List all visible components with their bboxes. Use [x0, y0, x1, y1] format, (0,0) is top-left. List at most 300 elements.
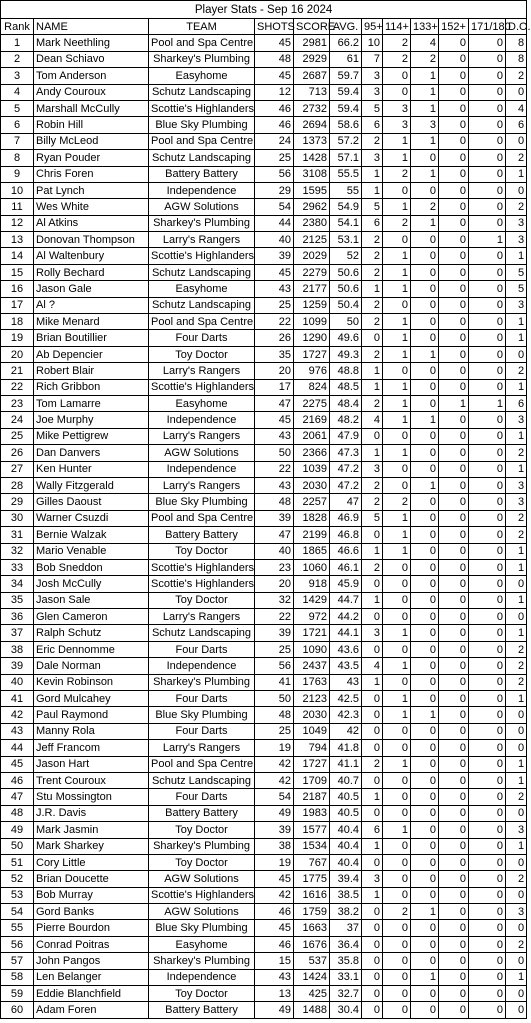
95plus-cell: 10 — [362, 35, 383, 51]
95plus-cell: 0 — [362, 691, 383, 707]
table-row — [1, 887, 527, 903]
114plus-cell: 0 — [383, 920, 411, 936]
table-row — [1, 756, 527, 772]
table-row — [1, 248, 527, 264]
score-cell: 537 — [294, 953, 330, 969]
133plus-cell: 0 — [411, 592, 439, 608]
team-cell: Sharkey's Plumbing — [149, 215, 255, 231]
score-cell: 2061 — [294, 428, 330, 444]
133plus-cell: 0 — [411, 576, 439, 592]
table-row — [1, 740, 527, 756]
do-cell: 2 — [506, 445, 527, 461]
133plus-cell: 0 — [411, 756, 439, 772]
171-180-cell: 0 — [469, 281, 506, 297]
table-row — [1, 707, 527, 723]
95plus-cell: 5 — [362, 510, 383, 526]
avg-cell: 49.6 — [330, 330, 362, 346]
114plus-cell: 0 — [383, 953, 411, 969]
name-cell: Robin Hill — [34, 117, 149, 133]
171-180-cell: 0 — [469, 920, 506, 936]
do-cell: 0 — [506, 805, 527, 821]
avg-cell: 57.2 — [330, 133, 362, 149]
title-row — [1, 1, 527, 19]
95plus-cell: 1 — [362, 789, 383, 805]
team-cell: Larry's Rangers — [149, 428, 255, 444]
171-180-cell: 0 — [469, 314, 506, 330]
score-cell: 2177 — [294, 281, 330, 297]
team-cell: Toy Doctor — [149, 822, 255, 838]
team-cell: Battery Battery — [149, 166, 255, 182]
171-180-cell: 0 — [469, 756, 506, 772]
score-cell: 1616 — [294, 887, 330, 903]
table-title: Player Stats - Sep 16 2024 — [1, 1, 527, 19]
114plus-cell: 1 — [383, 379, 411, 395]
133plus-cell: 0 — [411, 658, 439, 674]
171-180-cell: 0 — [469, 248, 506, 264]
do-cell: 1 — [506, 543, 527, 559]
95plus-cell: 1 — [362, 363, 383, 379]
avg-cell: 59.4 — [330, 100, 362, 116]
avg-cell: 58.6 — [330, 117, 362, 133]
team-cell: Blue Sky Plumbing — [149, 494, 255, 510]
114plus-cell: 0 — [383, 609, 411, 625]
avg-cell: 50.6 — [330, 264, 362, 280]
avg-cell: 46.1 — [330, 559, 362, 575]
152plus-cell: 0 — [439, 805, 469, 821]
95plus-cell: 0 — [362, 428, 383, 444]
name-cell: Ryan Pouder — [34, 150, 149, 166]
114plus-cell: 0 — [383, 936, 411, 952]
name-cell: Donovan Thompson — [34, 232, 149, 248]
name-cell: Jason Gale — [34, 281, 149, 297]
95plus-cell: 0 — [362, 576, 383, 592]
do-cell: 3 — [506, 904, 527, 920]
133plus-cell: 1 — [411, 68, 439, 84]
team-cell: Schutz Landscaping — [149, 625, 255, 641]
114plus-cell: 0 — [383, 477, 411, 493]
171-180-cell: 0 — [469, 297, 506, 313]
shots-cell: 19 — [255, 740, 294, 756]
do-cell: 6 — [506, 117, 527, 133]
rank-cell: 9 — [1, 166, 34, 182]
152plus-cell: 0 — [439, 936, 469, 952]
171-180-cell: 0 — [469, 35, 506, 51]
team-cell: Larry's Rangers — [149, 363, 255, 379]
rank-cell: 22 — [1, 379, 34, 395]
avg-cell: 37 — [330, 920, 362, 936]
do-cell: 1 — [506, 330, 527, 346]
team-cell: Four Darts — [149, 330, 255, 346]
133plus-cell: 1 — [411, 412, 439, 428]
avg-cell: 44.7 — [330, 592, 362, 608]
rank-cell: 24 — [1, 412, 34, 428]
table-row — [1, 674, 527, 690]
do-cell: 2 — [506, 936, 527, 952]
114plus-cell: 1 — [383, 822, 411, 838]
rank-cell: 50 — [1, 838, 34, 854]
team-cell: AGW Solutions — [149, 199, 255, 215]
do-cell: 2 — [506, 363, 527, 379]
do-cell: 1 — [506, 559, 527, 575]
133plus-cell: 0 — [411, 838, 439, 854]
133plus-cell: 3 — [411, 117, 439, 133]
score-cell: 767 — [294, 854, 330, 870]
152plus-cell: 0 — [439, 609, 469, 625]
rank-cell: 21 — [1, 363, 34, 379]
name-cell: Dale Norman — [34, 658, 149, 674]
avg-cell: 42.5 — [330, 691, 362, 707]
133plus-cell: 2 — [411, 51, 439, 67]
score-cell: 1424 — [294, 969, 330, 985]
shots-cell: 45 — [255, 68, 294, 84]
table-row — [1, 871, 527, 887]
avg-cell: 52 — [330, 248, 362, 264]
shots-cell: 20 — [255, 363, 294, 379]
114plus-cell: 2 — [383, 904, 411, 920]
do-cell: 0 — [506, 609, 527, 625]
name-cell: Dan Danvers — [34, 445, 149, 461]
name-cell: Mike Menard — [34, 314, 149, 330]
do-cell: 3 — [506, 297, 527, 313]
shots-cell: 45 — [255, 35, 294, 51]
171-180-cell: 0 — [469, 871, 506, 887]
score-cell: 713 — [294, 84, 330, 100]
score-cell: 2687 — [294, 68, 330, 84]
152plus-cell: 0 — [439, 871, 469, 887]
95plus-cell: 0 — [362, 723, 383, 739]
171-180-cell: 0 — [469, 215, 506, 231]
152plus-cell: 0 — [439, 477, 469, 493]
171-180-cell: 0 — [469, 363, 506, 379]
avg-cell: 55 — [330, 182, 362, 198]
avg-cell: 41.1 — [330, 756, 362, 772]
95plus-cell: 6 — [362, 822, 383, 838]
shots-cell: 45 — [255, 412, 294, 428]
score-cell: 1828 — [294, 510, 330, 526]
171-180-cell: 0 — [469, 641, 506, 657]
shots-cell: 46 — [255, 936, 294, 952]
95plus-cell: 0 — [362, 904, 383, 920]
shots-cell: 38 — [255, 838, 294, 854]
114plus-cell: 0 — [383, 297, 411, 313]
column-header-avg: AVG. — [330, 19, 362, 35]
shots-cell: 23 — [255, 559, 294, 575]
shots-cell: 47 — [255, 527, 294, 543]
95plus-cell: 1 — [362, 281, 383, 297]
table-row — [1, 822, 527, 838]
score-cell: 2732 — [294, 100, 330, 116]
do-cell: 1 — [506, 625, 527, 641]
table-row — [1, 232, 527, 248]
95plus-cell: 2 — [362, 559, 383, 575]
133plus-cell: 0 — [411, 854, 439, 870]
133plus-cell: 1 — [411, 477, 439, 493]
avg-cell: 44.1 — [330, 625, 362, 641]
114plus-cell: 0 — [383, 871, 411, 887]
114plus-cell: 0 — [383, 576, 411, 592]
do-cell: 0 — [506, 84, 527, 100]
avg-cell: 40.7 — [330, 772, 362, 788]
rank-cell: 54 — [1, 904, 34, 920]
table-row — [1, 100, 527, 116]
team-cell: Sharkey's Plumbing — [149, 953, 255, 969]
team-cell: Scottie's Highlanders — [149, 576, 255, 592]
table-row — [1, 117, 527, 133]
171-180-cell: 0 — [469, 445, 506, 461]
avg-cell: 46.9 — [330, 510, 362, 526]
95plus-cell: 0 — [362, 920, 383, 936]
do-cell: 0 — [506, 953, 527, 969]
152plus-cell: 0 — [439, 248, 469, 264]
table-body — [1, 35, 527, 1018]
do-cell: 0 — [506, 854, 527, 870]
score-cell: 1039 — [294, 461, 330, 477]
team-cell: Independence — [149, 412, 255, 428]
rank-cell: 26 — [1, 445, 34, 461]
score-cell: 1983 — [294, 805, 330, 821]
team-cell: AGW Solutions — [149, 445, 255, 461]
score-cell: 794 — [294, 740, 330, 756]
171-180-cell: 0 — [469, 559, 506, 575]
shots-cell: 25 — [255, 297, 294, 313]
114plus-cell: 0 — [383, 1002, 411, 1018]
team-cell: Pool and Spa Centre — [149, 133, 255, 149]
133plus-cell: 0 — [411, 543, 439, 559]
133plus-cell: 1 — [411, 969, 439, 985]
do-cell: 0 — [506, 707, 527, 723]
114plus-cell: 2 — [383, 35, 411, 51]
133plus-cell: 0 — [411, 691, 439, 707]
133plus-cell: 0 — [411, 822, 439, 838]
shots-cell: 43 — [255, 428, 294, 444]
shots-cell: 42 — [255, 772, 294, 788]
name-cell: Paul Raymond — [34, 707, 149, 723]
95plus-cell: 2 — [362, 232, 383, 248]
team-cell: Blue Sky Plumbing — [149, 920, 255, 936]
114plus-cell: 1 — [383, 281, 411, 297]
shots-cell: 15 — [255, 953, 294, 969]
team-cell: Independence — [149, 182, 255, 198]
score-cell: 1709 — [294, 772, 330, 788]
shots-cell: 50 — [255, 445, 294, 461]
table-row — [1, 445, 527, 461]
team-cell: Battery Battery — [149, 527, 255, 543]
shots-cell: 46 — [255, 117, 294, 133]
rank-cell: 13 — [1, 232, 34, 248]
team-cell: Toy Doctor — [149, 986, 255, 1002]
rank-cell: 12 — [1, 215, 34, 231]
team-cell: Schutz Landscaping — [149, 264, 255, 280]
table-row — [1, 576, 527, 592]
rank-cell: 29 — [1, 494, 34, 510]
rank-cell: 43 — [1, 723, 34, 739]
152plus-cell: 0 — [439, 363, 469, 379]
shots-cell: 22 — [255, 609, 294, 625]
95plus-cell: 0 — [362, 936, 383, 952]
114plus-cell: 0 — [383, 559, 411, 575]
95plus-cell: 0 — [362, 641, 383, 657]
rank-cell: 19 — [1, 330, 34, 346]
table-row — [1, 543, 527, 559]
score-cell: 425 — [294, 986, 330, 1002]
133plus-cell: 0 — [411, 232, 439, 248]
152plus-cell: 0 — [439, 691, 469, 707]
152plus-cell: 0 — [439, 756, 469, 772]
table-row — [1, 84, 527, 100]
171-180-cell: 0 — [469, 264, 506, 280]
column-header-133plus: 133+ — [411, 19, 439, 35]
171-180-cell: 0 — [469, 133, 506, 149]
team-cell: Toy Doctor — [149, 592, 255, 608]
171-180-cell: 0 — [469, 707, 506, 723]
column-header-95plus: 95+ — [362, 19, 383, 35]
133plus-cell: 0 — [411, 953, 439, 969]
team-cell: Scottie's Highlanders — [149, 887, 255, 903]
133plus-cell: 0 — [411, 248, 439, 264]
name-cell: J.R. Davis — [34, 805, 149, 821]
avg-cell: 40.4 — [330, 822, 362, 838]
team-cell: Easyhome — [149, 395, 255, 411]
do-cell: 2 — [506, 527, 527, 543]
name-cell: Kevin Robinson — [34, 674, 149, 690]
133plus-cell: 0 — [411, 723, 439, 739]
shots-cell: 43 — [255, 477, 294, 493]
shots-cell: 48 — [255, 494, 294, 510]
133plus-cell: 0 — [411, 1002, 439, 1018]
table-row — [1, 920, 527, 936]
do-cell: 0 — [506, 182, 527, 198]
score-cell: 2199 — [294, 527, 330, 543]
114plus-cell: 0 — [383, 592, 411, 608]
shots-cell: 54 — [255, 789, 294, 805]
shots-cell: 25 — [255, 641, 294, 657]
table-row — [1, 199, 527, 215]
95plus-cell: 0 — [362, 953, 383, 969]
152plus-cell: 0 — [439, 920, 469, 936]
95plus-cell: 0 — [362, 805, 383, 821]
name-cell: Mark Jasmin — [34, 822, 149, 838]
152plus-cell: 0 — [439, 674, 469, 690]
avg-cell: 38.5 — [330, 887, 362, 903]
avg-cell: 53.1 — [330, 232, 362, 248]
score-cell: 2257 — [294, 494, 330, 510]
score-cell: 1090 — [294, 641, 330, 657]
152plus-cell: 0 — [439, 789, 469, 805]
114plus-cell: 0 — [383, 182, 411, 198]
do-cell: 1 — [506, 379, 527, 395]
avg-cell: 30.4 — [330, 1002, 362, 1018]
171-180-cell: 0 — [469, 510, 506, 526]
rank-cell: 8 — [1, 150, 34, 166]
score-cell: 2029 — [294, 248, 330, 264]
152plus-cell: 0 — [439, 772, 469, 788]
score-cell: 2366 — [294, 445, 330, 461]
name-cell: Eddie Blanchfield — [34, 986, 149, 1002]
133plus-cell: 0 — [411, 789, 439, 805]
team-cell: Four Darts — [149, 723, 255, 739]
avg-cell: 36.4 — [330, 936, 362, 952]
171-180-cell: 0 — [469, 953, 506, 969]
avg-cell: 47.3 — [330, 445, 362, 461]
table-row — [1, 314, 527, 330]
171-180-cell: 0 — [469, 723, 506, 739]
171-180-cell: 0 — [469, 674, 506, 690]
shots-cell: 45 — [255, 871, 294, 887]
avg-cell: 48.2 — [330, 412, 362, 428]
team-cell: Toy Doctor — [149, 854, 255, 870]
rank-cell: 40 — [1, 674, 34, 690]
shots-cell: 45 — [255, 264, 294, 280]
table-row — [1, 1002, 527, 1018]
152plus-cell: 0 — [439, 232, 469, 248]
114plus-cell: 1 — [383, 707, 411, 723]
95plus-cell: 1 — [362, 166, 383, 182]
table-row — [1, 281, 527, 297]
avg-cell: 38.2 — [330, 904, 362, 920]
95plus-cell: 3 — [362, 871, 383, 887]
shots-cell: 32 — [255, 592, 294, 608]
avg-cell: 33.1 — [330, 969, 362, 985]
shots-cell: 45 — [255, 920, 294, 936]
95plus-cell: 3 — [362, 84, 383, 100]
95plus-cell: 2 — [362, 133, 383, 149]
table-row — [1, 379, 527, 395]
shots-cell: 49 — [255, 1002, 294, 1018]
do-cell: 0 — [506, 740, 527, 756]
do-cell: 1 — [506, 592, 527, 608]
do-cell: 1 — [506, 756, 527, 772]
152plus-cell: 1 — [439, 395, 469, 411]
95plus-cell: 2 — [362, 297, 383, 313]
rank-cell: 52 — [1, 871, 34, 887]
rank-cell: 10 — [1, 182, 34, 198]
114plus-cell: 0 — [383, 772, 411, 788]
171-180-cell: 0 — [469, 576, 506, 592]
114plus-cell: 3 — [383, 117, 411, 133]
114plus-cell: 0 — [383, 363, 411, 379]
name-cell: Eric Dennomme — [34, 641, 149, 657]
name-cell: Robert Blair — [34, 363, 149, 379]
table-row — [1, 297, 527, 313]
152plus-cell: 0 — [439, 592, 469, 608]
table-row — [1, 854, 527, 870]
114plus-cell: 1 — [383, 527, 411, 543]
114plus-cell: 0 — [383, 641, 411, 657]
avg-cell: 50.6 — [330, 281, 362, 297]
score-cell: 1721 — [294, 625, 330, 641]
152plus-cell: 0 — [439, 461, 469, 477]
133plus-cell: 0 — [411, 379, 439, 395]
do-cell: 1 — [506, 969, 527, 985]
score-cell: 1775 — [294, 871, 330, 887]
114plus-cell: 1 — [383, 543, 411, 559]
team-cell: Blue Sky Plumbing — [149, 117, 255, 133]
do-cell: 2 — [506, 871, 527, 887]
171-180-cell: 0 — [469, 494, 506, 510]
avg-cell: 39.4 — [330, 871, 362, 887]
avg-cell: 48.4 — [330, 395, 362, 411]
rank-cell: 4 — [1, 84, 34, 100]
shots-cell: 48 — [255, 707, 294, 723]
name-cell: Josh McCully — [34, 576, 149, 592]
avg-cell: 48.8 — [330, 363, 362, 379]
171-180-cell: 0 — [469, 691, 506, 707]
171-180-cell: 0 — [469, 904, 506, 920]
do-cell: 1 — [506, 428, 527, 444]
152plus-cell: 0 — [439, 84, 469, 100]
rank-cell: 20 — [1, 346, 34, 362]
team-cell: Independence — [149, 461, 255, 477]
